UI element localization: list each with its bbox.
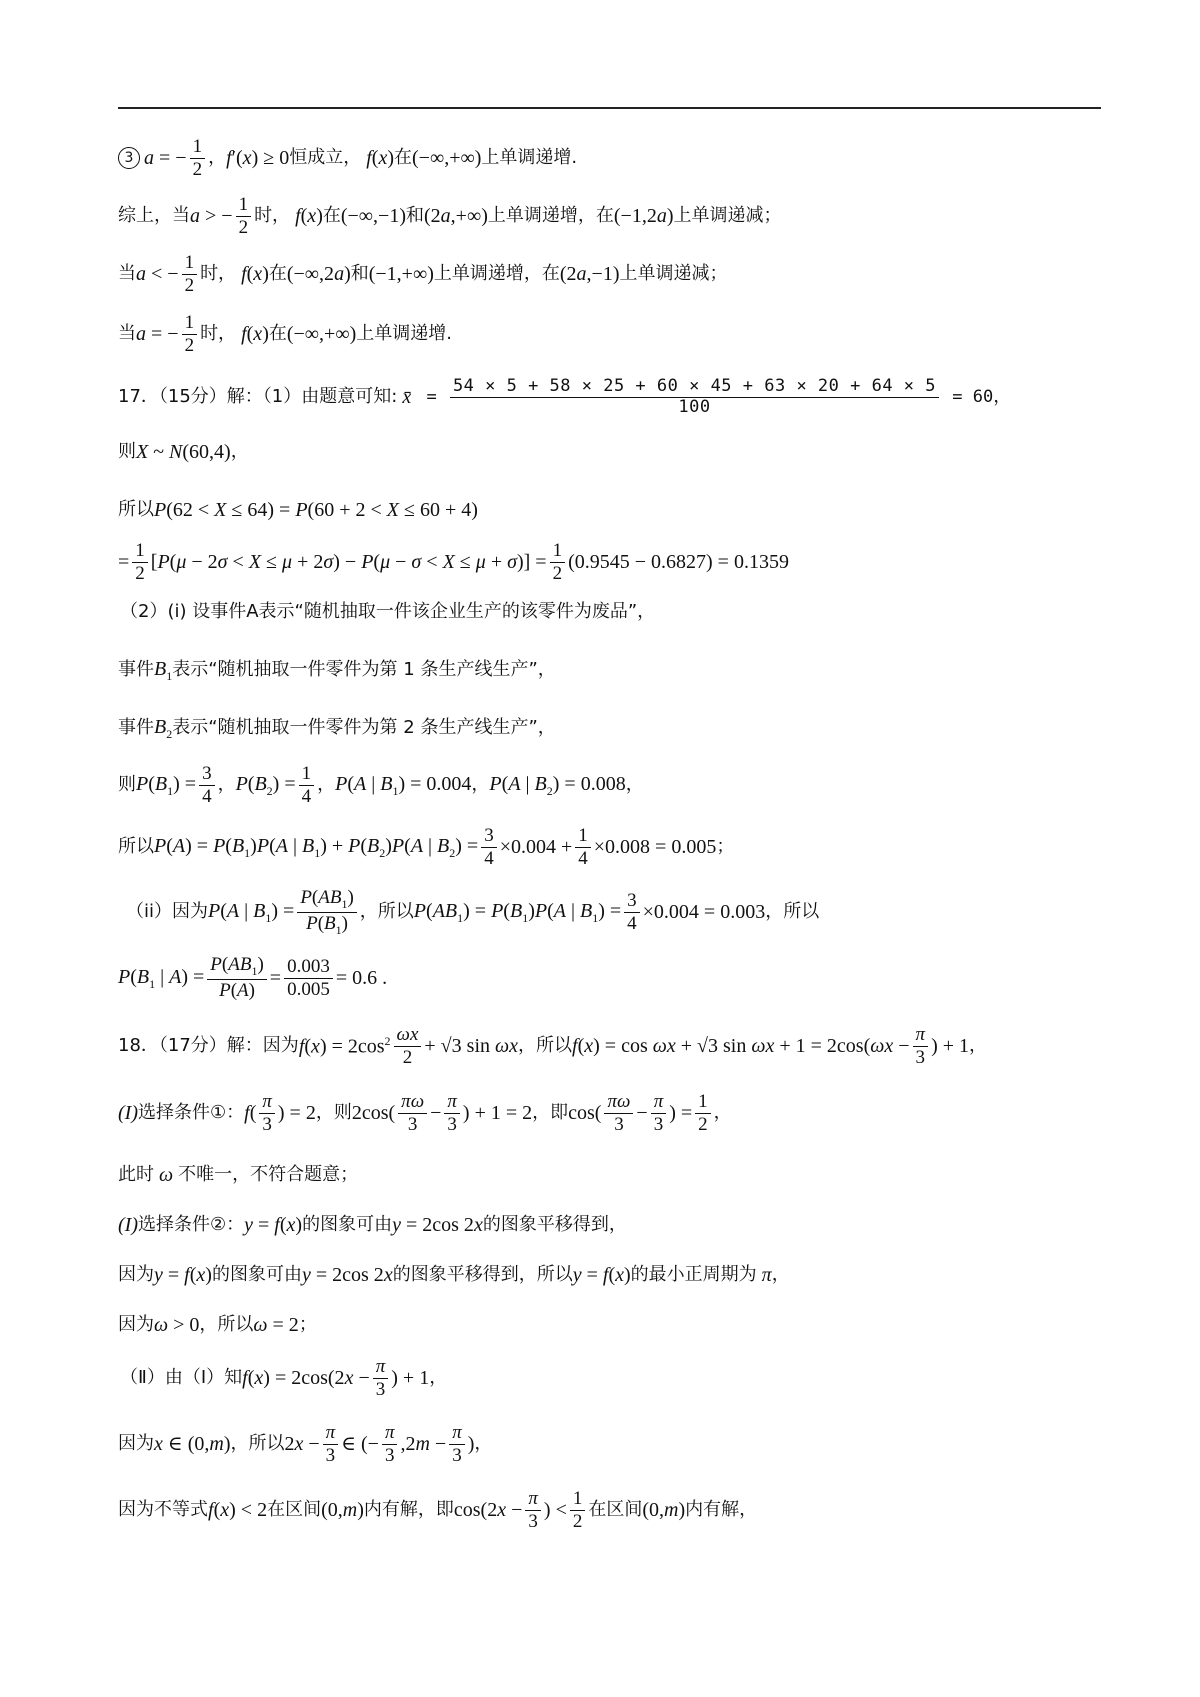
line-total-prob: 所以 $P(A) = P(B_1)P(A$ | $B_1) + P(B_2)P(A$ | $B_2$) = $\frac{3}{4}$ ×0.004 + $\frac{1}{4}$ ×0.008 = 0.005 ；: [118, 824, 735, 869]
line-case3: 3 a = − $\frac{1}{2}$ ， f′(x) ≥ 0 恒成立， f(x) 在 (−∞,+∞) 上单调递增.: [118, 135, 577, 181]
line-inequality: 因为不等式 f(x) < 2 在区间 (0,m) 内有解，即 cos(2x − $\frac{\pi}{3}$ ) < $\frac{1}{2}$ 在区间 (0,m) 内有解，: [118, 1487, 758, 1532]
circled-three: 3: [118, 147, 140, 169]
top-rule: [118, 107, 1101, 109]
line-period: 因为 y = f(x) 的图象可由 y = 2cos 2x 的图象平移得到，所以 y = f(x) 的最小正周期为 π ，: [118, 1264, 790, 1286]
line-bayes-2: $P(B_1$ | A) = $\frac{P(AB_1)}{P(A)}$ = $\frac{0.003}{0.005}$ = 0.6 .: [118, 954, 388, 1001]
line-omega: 因为 ω > 0 ，所以 ω = 2 ；: [118, 1314, 317, 1336]
line-given-probs: 则 $P(B_1)$ = $\frac{3}{4}$ ， $P(B_2)$ = $\frac{1}{4}$ ， P(A | $B_1) = 0.004$ ， P(A | $B_2) = 0.008$ ，: [118, 762, 644, 807]
line-event-a: （2）(i) 设事件A表示“随机抽取一件该企业生产的该零件为废品”，: [120, 601, 656, 622]
line-summary-1: 综上，当 a > − $\frac{1}{2}$ 时， f(x) 在 (−∞,−1) 和 (2a,+∞) 上单调递增，在 (−1,2a) 上单调递减；: [118, 193, 782, 238]
line-not-unique: 此时 ω 不唯一，不符合题意；: [118, 1164, 359, 1186]
line-q17-mean: 17．（15分）解：（1）由题意可知: x̄ = $\frac{54 \times 5 + 58 \times 25 + 60 \times 45 + 63 \times 20 + 64 \times 5}{100}$ = 60 ，: [118, 375, 1012, 417]
line-part2: （Ⅱ）由（Ⅰ）知 f(x) = 2cos(2x − $\frac{\pi}{3}$ ) + 1 ，: [120, 1355, 448, 1400]
line-condition-1: (I) 选择条件①： f( $\frac{\pi}{3}$ ) = 2 ，则 2cos( $\frac{\pi\omega}{3}$ − $\frac{\pi}{3}$ ) + 1 = 2 ，即 cos( $\frac{\pi\omega}{3}$ − $\frac{\pi}{3}$ ) = $\frac{1}{2}$ ，: [118, 1090, 732, 1135]
line-normal-dist: 则 X ~ N(60,4) ，: [118, 441, 249, 463]
line-summary-2: 当 a < − $\frac{1}{2}$ 时， f(x) 在 (−∞,2a) 和 (−1,+∞) 上单调递增，在 (2a,−1) 上单调递减；: [118, 251, 728, 296]
line-q18-intro: 18．（17分）解：因为 $f(x) = 2\cos^2$ $\frac{\omega x}{2}$ + √3 sin ωx ，所以 f(x) = cos ωx + √3 sin ωx + 1 = 2cos(ωx − $\frac{\pi}{3}$ ) + 1 ，: [118, 1023, 988, 1068]
line-event-b1: 事件 $B_1$ 表示“随机抽取一件零件为第 1 条生产线生产”，: [118, 657, 556, 683]
line-summary-3: 当 a = − $\frac{1}{2}$ 时， f(x) 在 (−∞,+∞) 上单调递增.: [118, 311, 452, 356]
line-range: 因为 x ∈ (0,m) ，所以 2x − $\frac{\pi}{3}$ ∈ (− $\frac{\pi}{3}$ ,2m − $\frac{\pi}{3}$ ) ，: [118, 1421, 493, 1466]
line-prob-calc: = $\frac{1}{2}$ [P(μ − 2σ < X ≤ μ + 2σ) − P(μ − σ < X ≤ μ + σ)] = $\frac{1}{2}$ (0.9545 − 0.6827) = 0.1359: [118, 539, 789, 584]
line-event-b2: 事件 $B_2$ 表示“随机抽取一件零件为第 2 条生产线生产”，: [118, 715, 556, 741]
line-prob-interval: 所以 P(62 < X ≤ 64) = P(60 + 2 < X ≤ 60 + 4): [118, 499, 478, 521]
line-bayes-1: （ii）因为 P(A | $B_1$) = $\frac{P(AB_1)}{P(B_1)}$ ，所以 $P(AB_1) = P(B_1)P(A$ | $B_1$) = $\frac{3}{4}$ ×0.004 = 0.003 ，所以: [126, 886, 820, 937]
line-condition-2: (I) 选择条件②： y = f(x) 的图象可由 y = 2cos 2x 的图象平移得到，: [118, 1214, 627, 1236]
